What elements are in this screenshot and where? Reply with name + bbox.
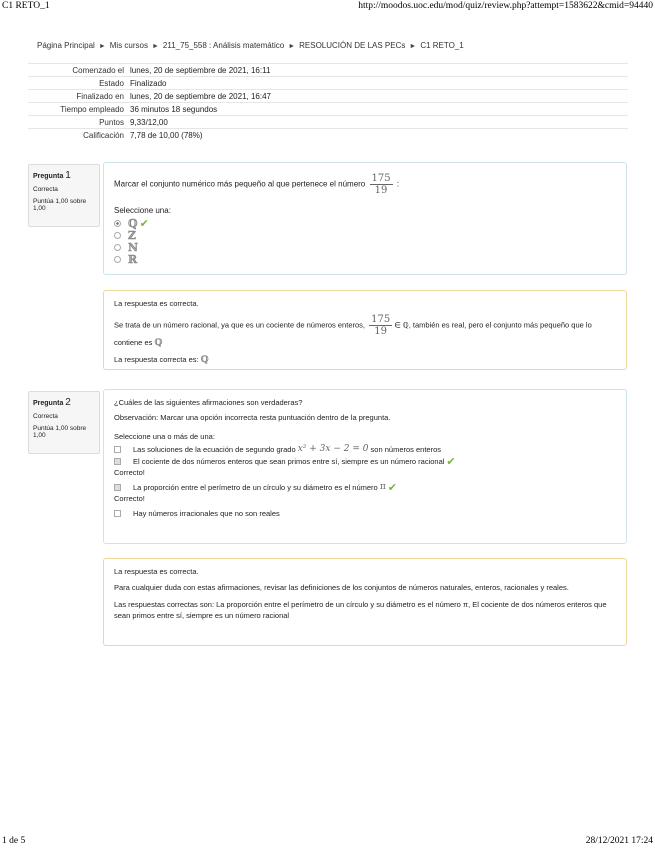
- fraction: $\frac{175}{19}$: [371, 173, 391, 196]
- question-number: Pregunta 2: [33, 397, 71, 408]
- feedback-line: Para cualquier duda con estas afirmaciones, revisar las definiciones de los conjuntos de números naturales, enteros, racionales y reales.: [114, 583, 569, 592]
- answer-option-n[interactable]: ℕ: [114, 241, 616, 253]
- checkbox[interactable]: [114, 446, 121, 453]
- summary-row: [28, 116, 628, 129]
- breadcrumb-separator-icon: ►: [288, 43, 296, 50]
- summary-label: Finalizado en: [28, 90, 130, 103]
- question-1-feedback: [103, 290, 627, 370]
- question-2-box: [103, 389, 627, 544]
- summary-row: [28, 129, 628, 142]
- print-header: [0, 0, 655, 12]
- question-2-text: ¿Cuáles de las siguientes afirmaciones son verdaderas?: [114, 398, 303, 407]
- summary-row: [28, 103, 628, 116]
- print-footer: [0, 836, 655, 848]
- breadcrumb-my-courses[interactable]: Mis cursos: [109, 41, 148, 50]
- answer-option-2[interactable]: El cociente de dos números enteros que sean primos entre sí, siempre es un número racional ✔: [114, 455, 616, 467]
- radio-selected[interactable]: [114, 220, 121, 227]
- breadcrumb-separator-icon: ►: [409, 43, 417, 50]
- checkbox-checked[interactable]: [114, 484, 121, 491]
- summary-row: [28, 90, 628, 103]
- answer-option-1[interactable]: Las soluciones de la ecuación de segundo grado x² + 3x − 2 = 0 son números enteros: [114, 443, 616, 455]
- summary-value: 9,33/12,00: [130, 116, 628, 129]
- check-mark-icon: ✔: [387, 481, 397, 494]
- summary-value: lunes, 20 de septiembre de 2021, 16:11: [130, 64, 628, 77]
- option-feedback: Correcto!: [114, 468, 145, 477]
- radio[interactable]: [114, 244, 121, 251]
- summary-row: [28, 77, 628, 90]
- breadcrumb: [37, 41, 464, 50]
- feedback-line: Se trata de un número racional, ya que es un cociente de números enteros, $\frac{175}{19}$ ∈ ℚ, también es real, pero el conjunto más pequeño que lo contiene es ℚ: [114, 314, 592, 348]
- summary-value: 36 minutos 18 segundos: [130, 103, 628, 116]
- summary-row: [28, 64, 628, 77]
- question-score: Puntúa 1,00 sobre 1,00: [33, 425, 87, 439]
- feedback-line: La respuesta es correcta.: [114, 299, 199, 308]
- summary-label: Estado: [28, 77, 130, 90]
- question-status: Correcta: [33, 413, 58, 420]
- breadcrumb-home[interactable]: Página Principal: [37, 41, 95, 50]
- breadcrumb-separator-icon: ►: [151, 43, 159, 50]
- question-status: Correcta: [33, 186, 58, 193]
- answer-option-q[interactable]: ℚ ✔: [114, 217, 616, 229]
- summary-label: Comenzado el: [28, 64, 130, 77]
- answer-option-4[interactable]: Hay números irracionales que no son reales: [114, 507, 616, 519]
- check-mark-icon: ✔: [446, 455, 456, 468]
- select-label: Seleccione una:: [114, 206, 171, 215]
- summary-value: lunes, 20 de septiembre de 2021, 16:47: [130, 90, 628, 103]
- summary-label: Tiempo empleado: [28, 103, 130, 116]
- question-2-feedback: [103, 558, 627, 646]
- question-2-observation: Observación: Marcar una opción incorrecta resta puntuación dentro de la pregunta.: [114, 413, 391, 422]
- print-url: http://moodos.uoc.edu/mod/quiz/review.php?attempt=1583622&cmid=94440: [358, 1, 653, 11]
- breadcrumb-separator-icon: ►: [98, 43, 106, 50]
- feedback-line: La respuesta es correcta.: [114, 567, 199, 576]
- summary-value: 7,78 de 10,00 (78%): [130, 129, 628, 142]
- answer-option-z[interactable]: ℤ: [114, 229, 616, 241]
- checkbox-checked[interactable]: [114, 458, 121, 465]
- summary-value: Finalizado: [130, 77, 628, 90]
- question-number: Pregunta 1: [33, 170, 71, 181]
- checkbox[interactable]: [114, 510, 121, 517]
- question-score: Puntúa 1,00 sobre 1,00: [33, 198, 87, 212]
- summary-label: Calificación: [28, 129, 130, 142]
- feedback-line: La respuesta correcta es: ℚ: [114, 355, 209, 365]
- check-mark-icon: ✔: [139, 217, 149, 230]
- page-number: 1 de 5: [2, 836, 26, 846]
- breadcrumb-quiz[interactable]: C1 RETO_1: [420, 41, 464, 50]
- feedback-line: Las respuestas correctas son: La proporción entre el perímetro de un círculo y su diámetro es el número π, El cociente de dos números enteros que sean primos entre sí, siempre es un número racional: [114, 600, 607, 620]
- question-1-text: Marcar el conjunto numérico más pequeño al que pertenece el número $\frac{175}{19}$ :: [114, 173, 400, 196]
- select-label: Seleccione una o más de una:: [114, 432, 215, 441]
- attempt-summary-table: [28, 63, 628, 141]
- option-feedback: Correcto!: [114, 494, 145, 503]
- print-title: C1 RETO_1: [2, 1, 50, 11]
- radio[interactable]: [114, 232, 121, 239]
- print-datetime: 28/12/2021 17:24: [585, 836, 653, 846]
- breadcrumb-course[interactable]: 211_75_558 : Análisis matemático: [162, 41, 285, 50]
- question-2-info: [28, 391, 100, 454]
- radio[interactable]: [114, 256, 121, 263]
- question-1-box: [103, 162, 627, 275]
- answer-option-3[interactable]: La proporción entre el perímetro de un círculo y su diámetro es el número π ✔: [114, 481, 616, 493]
- summary-label: Puntos: [28, 116, 130, 129]
- question-1-info: [28, 164, 100, 227]
- answer-option-r[interactable]: ℝ: [114, 253, 616, 265]
- breadcrumb-section[interactable]: RESOLUCIÓN DE LAS PECs: [299, 41, 406, 50]
